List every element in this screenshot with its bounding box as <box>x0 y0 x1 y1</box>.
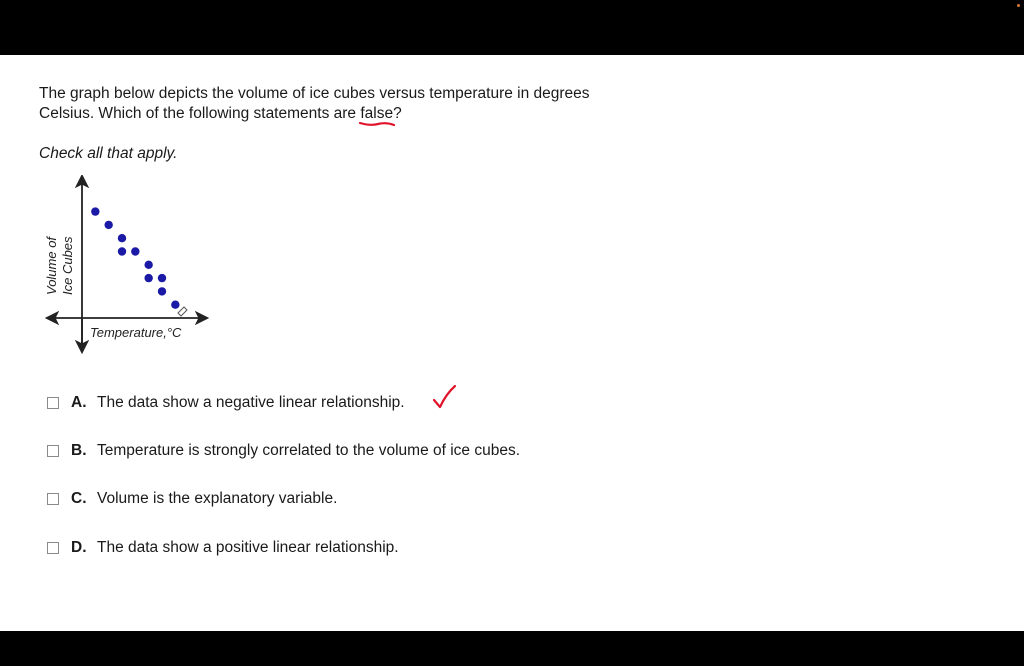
question-body: The graph below depicts the volume of ice cubes versus temperature in degrees Celsius. Which of the following statements are <box>39 85 590 122</box>
x-axis-label: Temperature,°C <box>90 325 182 340</box>
data-point <box>144 261 152 269</box>
choice-letter: B. <box>71 442 87 459</box>
question-text <box>39 84 599 124</box>
data-point <box>158 287 166 295</box>
choice-text: Volume is the explanatory variable. <box>97 490 338 507</box>
highlighted-word-wrap <box>360 104 393 124</box>
data-point <box>91 207 99 215</box>
question-panel <box>0 55 1024 631</box>
data-point <box>104 221 112 229</box>
choice-checkbox[interactable] <box>47 542 59 554</box>
choice-a[interactable] <box>47 393 405 413</box>
pen-cursor-icon <box>178 307 187 316</box>
instruction-text: Check all that apply. <box>39 145 178 162</box>
choice-text: The data show a negative linear relationship. <box>97 394 405 411</box>
data-point <box>171 301 179 309</box>
handwritten-underline-mark <box>358 120 396 128</box>
data-point <box>118 247 126 255</box>
data-point <box>158 274 166 282</box>
highlighted-word: false <box>360 105 394 122</box>
choice-checkbox[interactable] <box>47 445 59 457</box>
choice-b[interactable] <box>47 441 520 461</box>
choice-c[interactable] <box>47 489 337 509</box>
choice-letter: A. <box>71 394 87 411</box>
choice-text: The data show a positive linear relationship. <box>97 539 399 556</box>
handwritten-checkmark-icon <box>432 384 458 412</box>
top-black-bar <box>0 0 1024 55</box>
data-point <box>131 247 139 255</box>
choice-d[interactable] <box>47 538 399 558</box>
question-end: ? <box>393 105 402 122</box>
data-points <box>91 207 179 309</box>
data-point <box>118 234 126 242</box>
choice-text: Temperature is strongly correlated to the volume of ice cubes. <box>97 442 521 459</box>
choice-checkbox[interactable] <box>47 397 59 409</box>
choice-letter: D. <box>71 539 87 556</box>
choice-letter: C. <box>71 490 87 507</box>
data-point <box>144 274 152 282</box>
bottom-black-bar <box>0 631 1024 666</box>
scatter-plot <box>40 175 210 355</box>
choice-checkbox[interactable] <box>47 493 59 505</box>
y-axis-label-line-1: Volume of <box>44 236 59 295</box>
y-axis-label-line-2: Ice Cubes <box>60 236 75 295</box>
recording-indicator-icon <box>1017 4 1020 7</box>
